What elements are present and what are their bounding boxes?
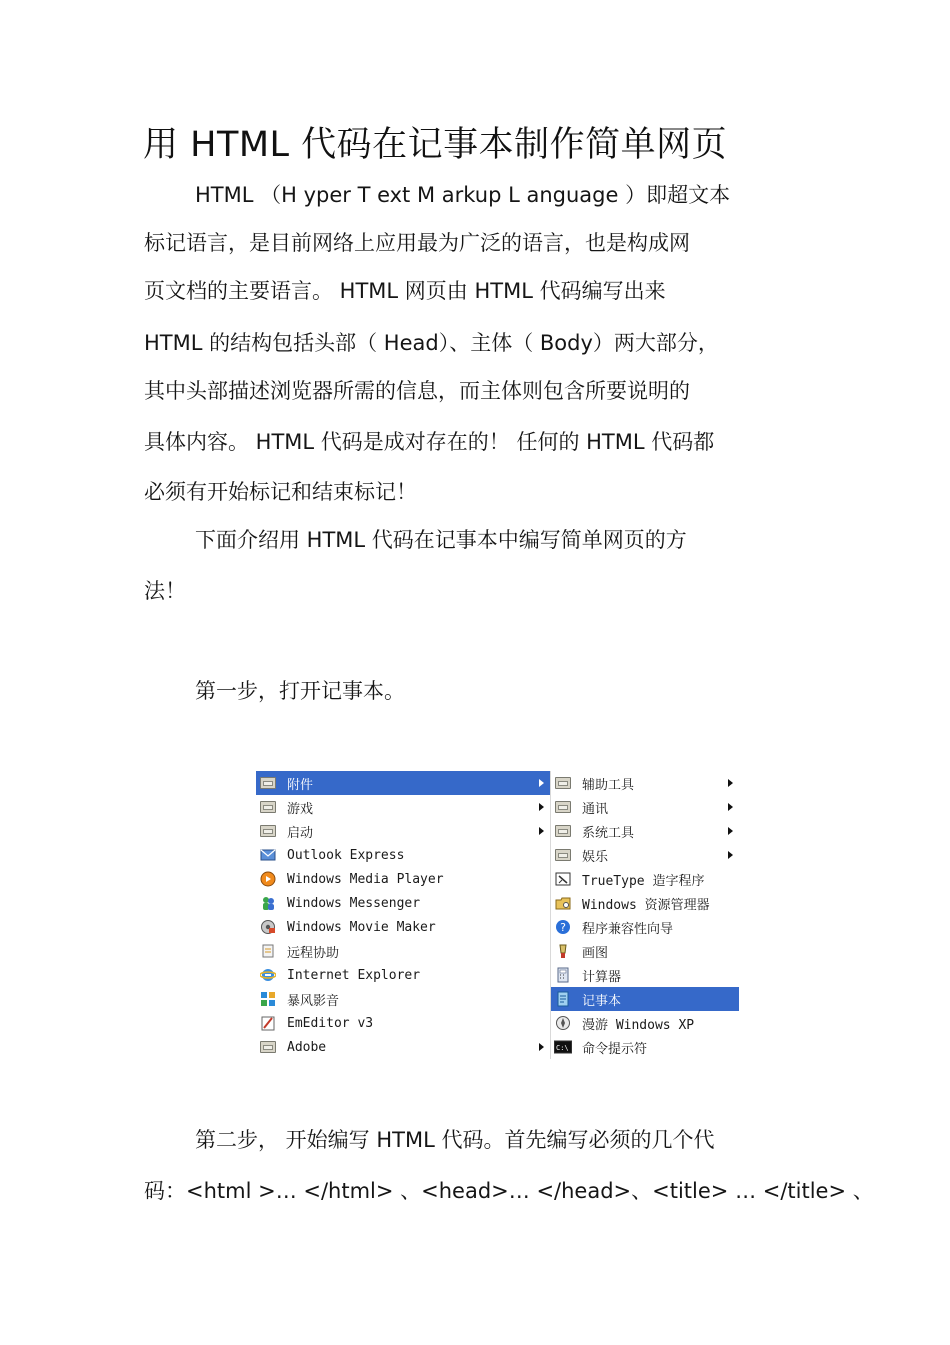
step-one-text: 第一步，打开记事本。 <box>195 679 405 703</box>
paragraph-line: 其中头部描述浏览器所需的信息，而主体则包含所要说明的 <box>144 379 690 403</box>
menu-item-tour-windows-xp[interactable]: 漫游 Windows XP <box>551 1011 739 1035</box>
folder-icon <box>554 847 572 863</box>
menu-item-remote-assistance[interactable]: 远程协助 <box>256 939 550 963</box>
folder-icon <box>259 1039 277 1055</box>
start-menu-screenshot <box>256 770 742 1059</box>
menu-item-compatibility-wizard[interactable]: ? 程序兼容性向导 <box>551 915 739 939</box>
menu-item-windows-explorer[interactable]: Windows 资源管理器 <box>551 891 739 915</box>
submenu-arrow-icon <box>539 1043 544 1051</box>
paragraph-line: 法！ <box>144 579 186 603</box>
messenger-icon <box>259 895 277 911</box>
movie-maker-icon <box>259 919 277 935</box>
paragraph-line: 必须有开始标记和结束标记！ <box>144 480 417 504</box>
emeditor-icon <box>259 1015 277 1031</box>
svg-text:?: ? <box>560 921 566 934</box>
menu-item-accessibility[interactable]: 辅助工具 <box>551 771 739 795</box>
page-title: 用 HTML 代码在记事本制作简单网页 <box>143 125 728 165</box>
menu-item-notepad[interactable]: 记事本 <box>551 987 739 1011</box>
submenu-arrow-icon <box>728 851 733 859</box>
remote-assistance-icon <box>259 943 277 959</box>
submenu-arrow-icon <box>539 827 544 835</box>
menu-item-windows-messenger[interactable]: Windows Messenger <box>256 891 550 915</box>
folder-icon <box>259 799 277 815</box>
svg-text:C:\: C:\ <box>556 1044 569 1052</box>
paragraph-line: 下面介绍用 HTML 代码在记事本中编写简单网页的方 <box>195 528 687 552</box>
storm-player-icon <box>259 991 277 1007</box>
paragraph-line: 页文档的主要语言。 HTML 网页由 HTML 代码编写出来 <box>144 279 666 303</box>
submenu-arrow-icon <box>728 827 733 835</box>
folder-icon <box>259 775 277 791</box>
menu-item-windows-media-player[interactable]: Windows Media Player <box>256 867 550 891</box>
submenu-arrow-icon <box>539 779 544 787</box>
menu-item-truetype-editor[interactable]: TrueType 造字程序 <box>551 867 739 891</box>
menu-item-emeditor[interactable]: EmEditor v3 <box>256 1011 550 1035</box>
internet-explorer-icon <box>259 967 277 983</box>
menu-item-paint[interactable]: 画图 <box>551 939 739 963</box>
media-player-icon <box>259 871 277 887</box>
menu-item-windows-movie-maker[interactable]: Windows Movie Maker <box>256 915 550 939</box>
menu-item-storm-player[interactable]: 暴风影音 <box>256 987 550 1011</box>
menu-item-system-tools[interactable]: 系统工具 <box>551 819 739 843</box>
folder-icon <box>259 823 277 839</box>
menu-item-adobe[interactable]: Adobe <box>256 1035 550 1059</box>
menu-item-games[interactable]: 游戏 <box>256 795 550 819</box>
step-two-code-list: 码：<html >… </html> 、<head>… </head>、<title> … </title> 、 <box>144 1179 874 1203</box>
submenu-arrow-icon <box>728 779 733 787</box>
help-icon <box>554 919 572 935</box>
submenu-arrow-icon <box>539 803 544 811</box>
submenu-arrow-icon <box>728 803 733 811</box>
menu-item-startup[interactable]: 启动 <box>256 819 550 843</box>
outlook-express-icon <box>259 847 277 863</box>
menu-item-entertainment[interactable]: 娱乐 <box>551 843 739 867</box>
paint-icon <box>554 943 572 959</box>
paragraph-line: 具体内容。 HTML 代码是成对存在的！ 任何的 HTML 代码都 <box>144 430 715 454</box>
tour-icon <box>554 1015 572 1031</box>
paragraph-line: HTML 的结构包括头部（ Head）、主体（ Body）两大部分， <box>144 331 719 355</box>
cmd-icon <box>554 1039 572 1055</box>
step-two-text: 第二步， 开始编写 HTML 代码。首先编写必须的几个代 <box>195 1128 715 1152</box>
folder-icon <box>554 775 572 791</box>
accessories-menu <box>550 771 739 1059</box>
menu-item-internet-explorer[interactable]: Internet Explorer <box>256 963 550 987</box>
paragraph-line: HTML （H yper T ext M arkup L anguage ）即超文本 <box>195 183 731 207</box>
truetype-icon <box>554 871 572 887</box>
programs-menu <box>256 771 550 1059</box>
menu-item-communications[interactable]: 通讯 <box>551 795 739 819</box>
paragraph-line: 标记语言，是目前网络上应用最为广泛的语言，也是构成网 <box>144 231 690 255</box>
folder-icon <box>554 823 572 839</box>
calculator-icon <box>554 967 572 983</box>
menu-item-accessories[interactable]: 附件 <box>256 771 550 795</box>
menu-item-outlook-express[interactable]: Outlook Express <box>256 843 550 867</box>
menu-item-calculator[interactable]: 计算器 <box>551 963 739 987</box>
explorer-icon <box>554 895 572 911</box>
notepad-icon <box>554 991 572 1007</box>
folder-icon <box>554 799 572 815</box>
menu-item-command-prompt[interactable]: C:\ 命令提示符 <box>551 1035 739 1059</box>
